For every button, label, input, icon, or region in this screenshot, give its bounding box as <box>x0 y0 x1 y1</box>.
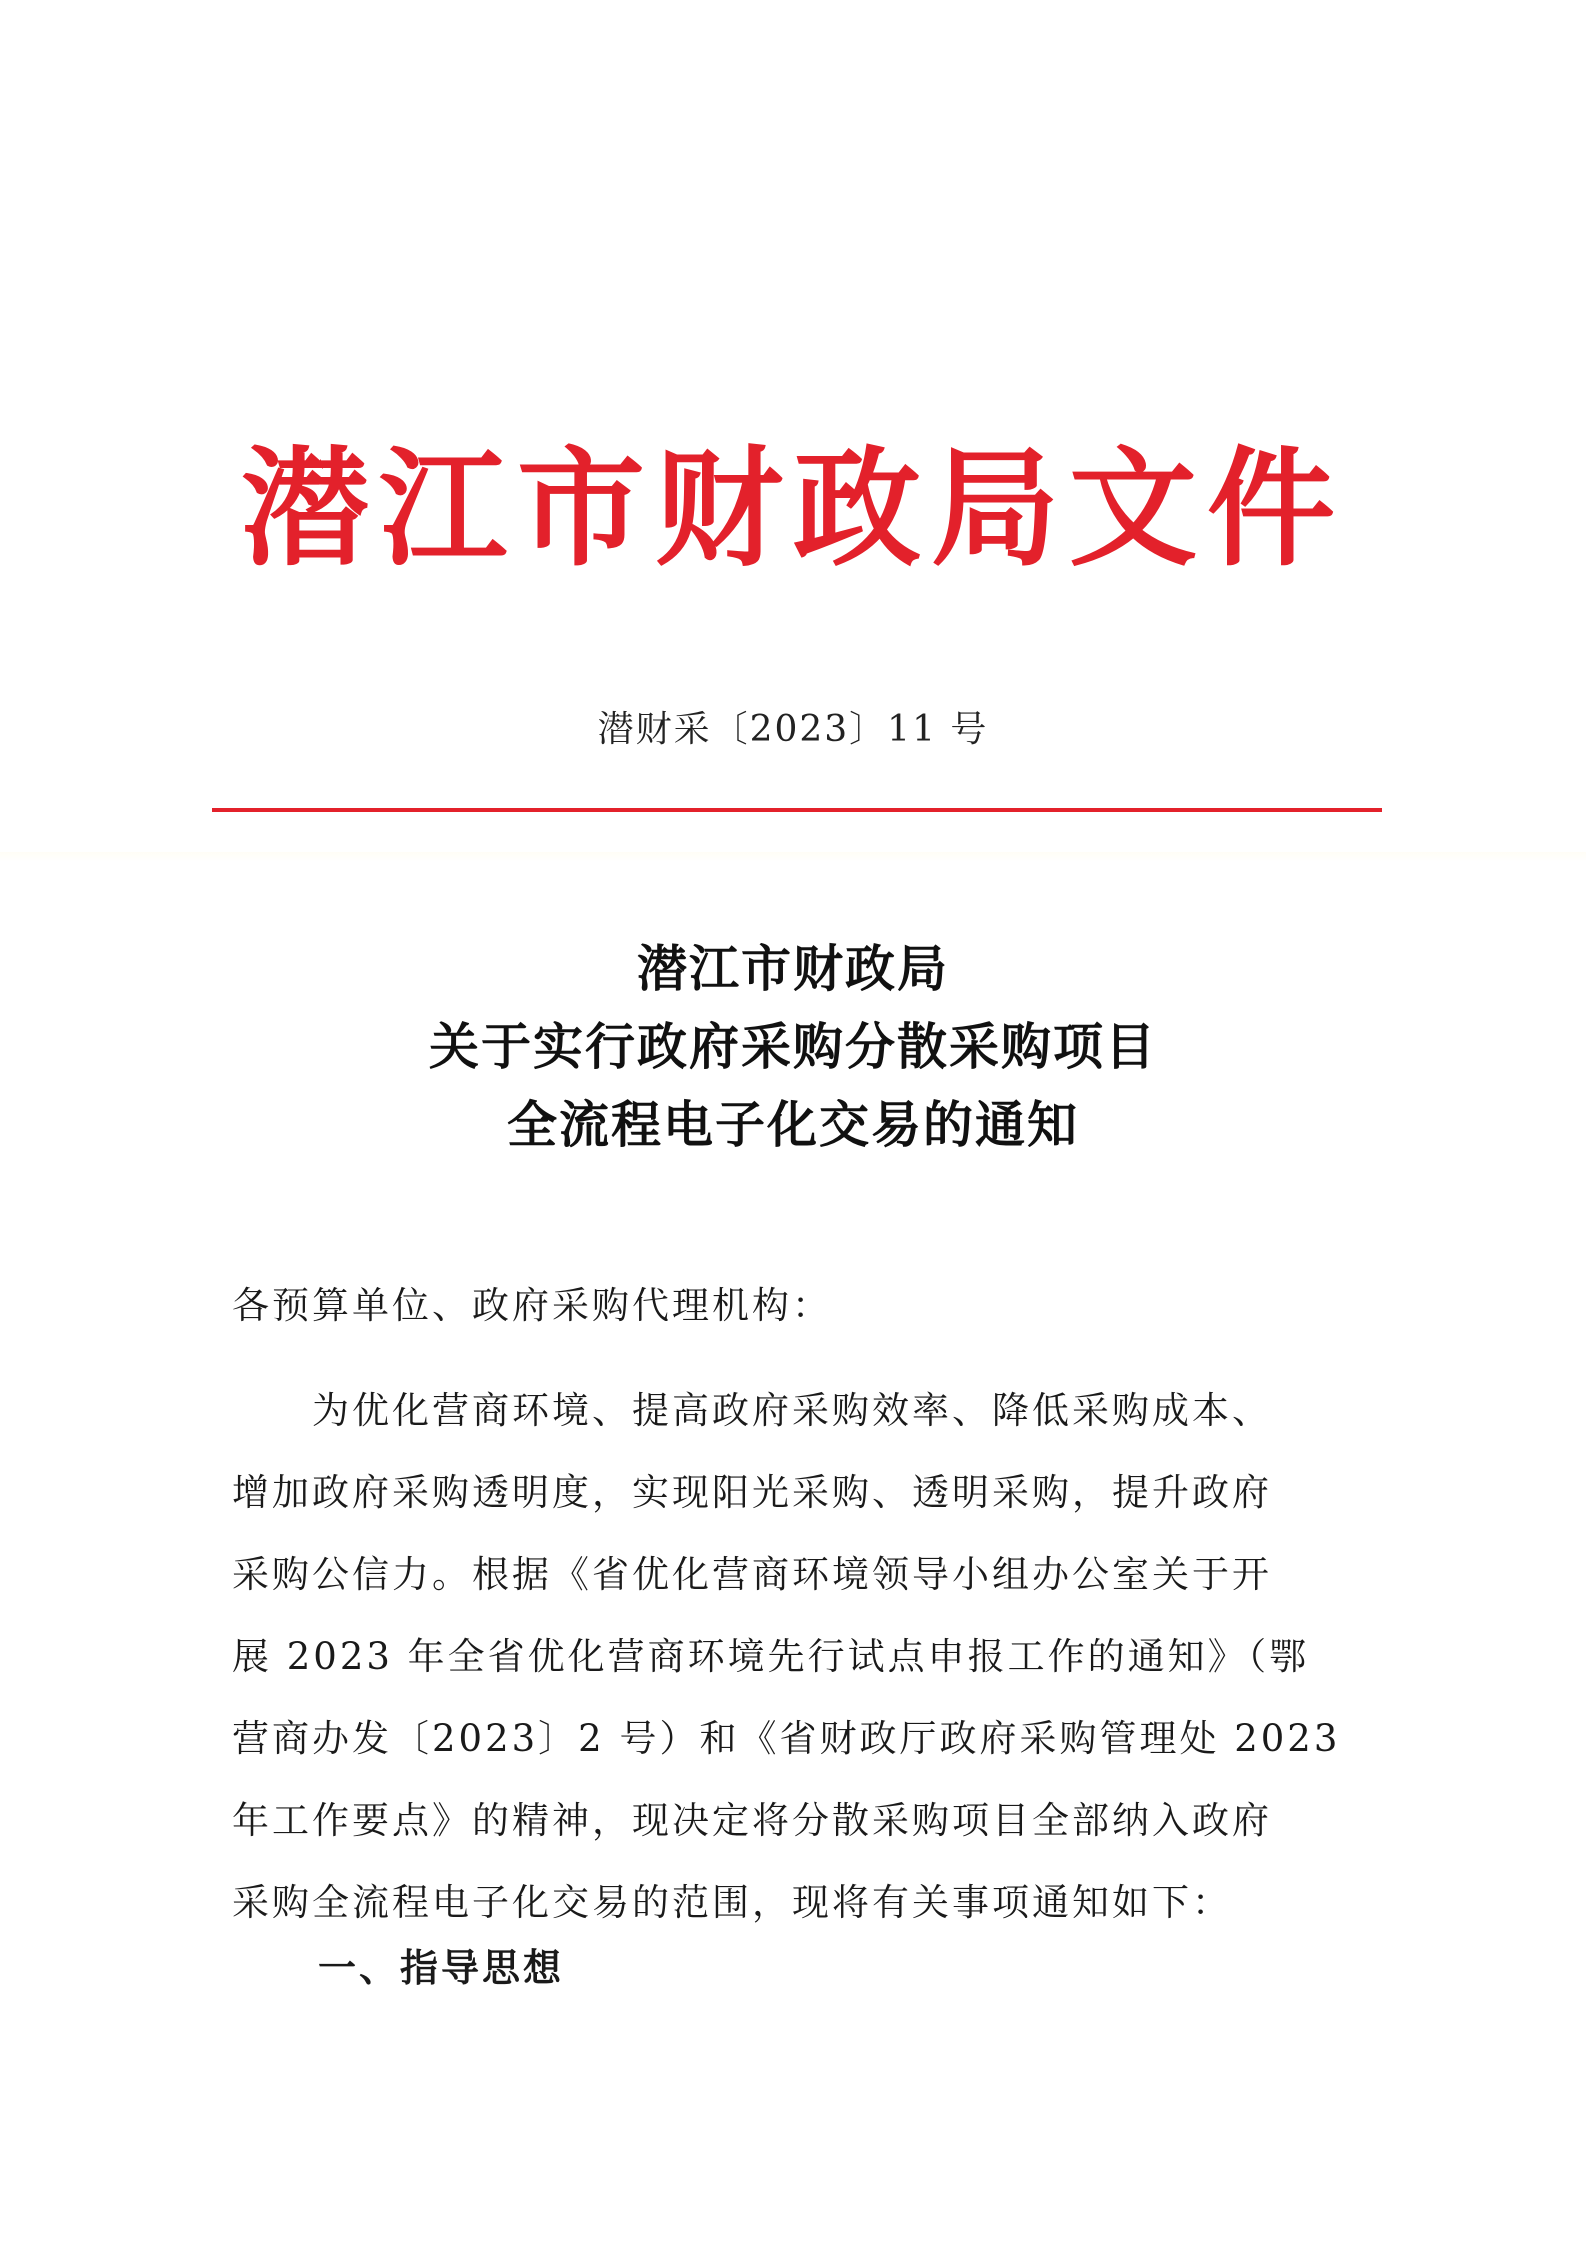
body-line: 采购全流程电子化交易的范围，现将有关事项通知如下： <box>232 1881 1232 1924</box>
body-line: 为优化营商环境、提高政府采购效率、降低采购成本、 <box>312 1389 1272 1432</box>
section-heading: 一、指导思想 <box>318 1946 565 1990</box>
body-line: 营商办发〔2023〕2 号）和《省财政厅政府采购管理处 2023 <box>232 1717 1341 1760</box>
page-seam <box>0 852 1586 862</box>
notice-title-line-1: 潜江市财政局 <box>637 940 949 998</box>
header-divider <box>212 808 1382 812</box>
notice-title <box>0 930 1586 1164</box>
body-line: 展 2023 年全省优化营商环境先行试点申报工作的通知》（鄂 <box>232 1635 1310 1678</box>
document-number: 潜财采〔2023〕11 号 <box>597 709 989 750</box>
salutation: 各预算单位、政府采购代理机构： <box>232 1284 832 1327</box>
notice-title-line-2: 关于实行政府采购分散采购项目 <box>429 1018 1157 1076</box>
agency-header-title: 潜江市财政局文件 <box>240 435 1345 584</box>
body-line: 年工作要点》的精神，现决定将分散采购项目全部纳入政府 <box>232 1799 1272 1842</box>
body-line: 增加政府采购透明度，实现阳光采购、透明采购，提升政府 <box>232 1471 1272 1514</box>
body-line: 采购公信力。根据《省优化营商环境领导小组办公室关于开 <box>232 1553 1272 1596</box>
body-paragraph <box>232 1370 1352 1944</box>
notice-title-line-3: 全流程电子化交易的通知 <box>507 1096 1079 1154</box>
